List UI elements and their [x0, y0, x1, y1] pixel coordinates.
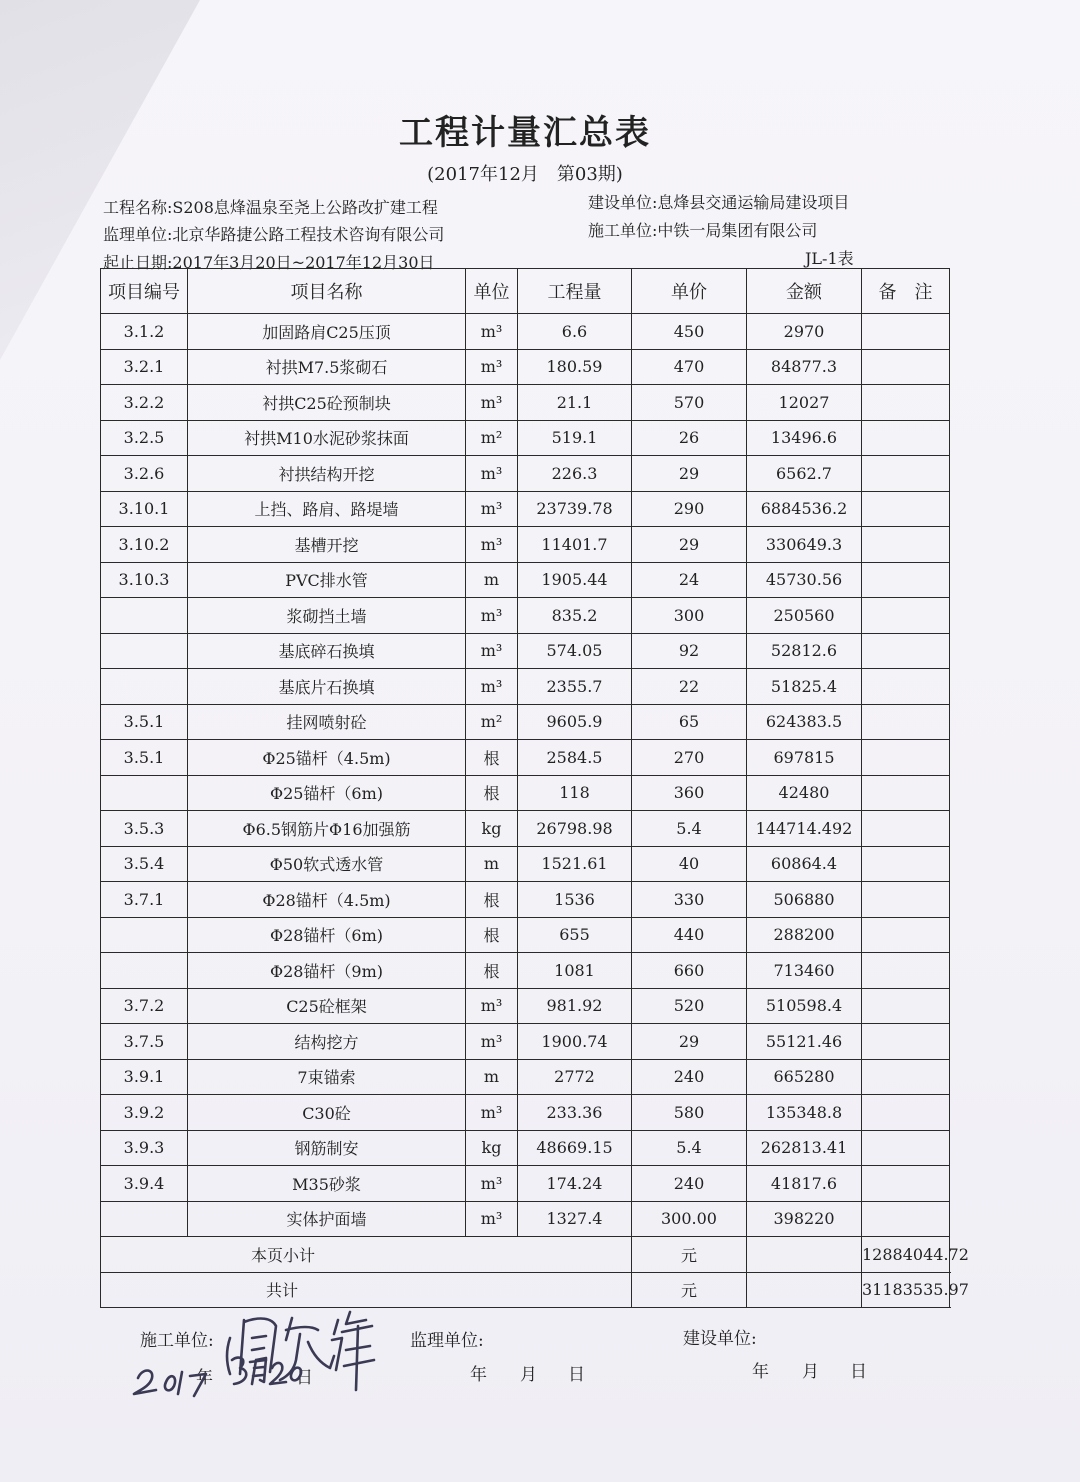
date-digit-7 [190, 1374, 206, 1396]
row-price: 440 [632, 917, 747, 953]
row-price: 330 [632, 882, 747, 918]
row-note [862, 988, 950, 1024]
row-code: 3.5.1 [101, 740, 188, 776]
row-note [862, 669, 950, 705]
row-name: 实体护面墙 [188, 1201, 466, 1237]
row-unit: m² [466, 420, 518, 456]
row-unit: 根 [466, 917, 518, 953]
row-unit: m [466, 562, 518, 598]
row-amount: 262813.41 [747, 1130, 862, 1166]
col-price-header: 单价 [632, 269, 747, 314]
footer-builder-label: 建设单位: [683, 1329, 757, 1349]
row-price: 290 [632, 491, 747, 527]
table-row [101, 562, 950, 598]
row-amount: 2970 [747, 314, 862, 350]
row-note [862, 1201, 950, 1237]
row-note [862, 598, 950, 634]
row-name: PVC排水管 [188, 562, 466, 598]
row-qty: 1521.61 [518, 846, 632, 882]
row-qty: 519.1 [518, 420, 632, 456]
row-price: 29 [632, 1024, 747, 1060]
row-qty: 180.59 [518, 349, 632, 385]
row-code [101, 669, 188, 705]
col-qty-header: 工程量 [518, 269, 632, 314]
row-price: 300 [632, 598, 747, 634]
row-amount: 506880 [747, 882, 862, 918]
table-row [101, 953, 950, 989]
row-note [862, 456, 950, 492]
row-amount: 6562.7 [747, 456, 862, 492]
row-unit: m³ [466, 527, 518, 563]
row-amount: 84877.3 [747, 349, 862, 385]
document-title: 工程计量汇总表 [399, 113, 651, 153]
row-unit: m³ [466, 669, 518, 705]
row-amount: 697815 [747, 740, 862, 776]
row-note [862, 1059, 950, 1095]
row-name: Φ28锚杆（4.5m) [188, 882, 466, 918]
col-amount-header: 金额 [747, 269, 862, 314]
row-name: 基槽开挖 [188, 527, 466, 563]
row-amount: 398220 [747, 1201, 862, 1237]
table-row [101, 456, 950, 492]
footer-builder-year: 年 [752, 1362, 769, 1382]
row-qty: 26798.98 [518, 811, 632, 847]
row-price: 240 [632, 1166, 747, 1202]
row-unit: 根 [466, 882, 518, 918]
row-amount: 41817.6 [747, 1166, 862, 1202]
footer-supervisor-day: 日 [568, 1365, 585, 1385]
row-note [862, 846, 950, 882]
row-amount: 624383.5 [747, 704, 862, 740]
row-qty: 48669.15 [518, 1130, 632, 1166]
date-digit-0 [165, 1376, 175, 1390]
row-price: 24 [632, 562, 747, 598]
row-price: 5.4 [632, 1130, 747, 1166]
row-note [862, 633, 950, 669]
builder-label: 建设单位: [588, 193, 658, 212]
table-row [101, 811, 950, 847]
row-amount: 13496.6 [747, 420, 862, 456]
row-unit: kg [466, 811, 518, 847]
row-note [862, 953, 950, 989]
builder-value: 息烽县交通运输局建设项目 [657, 193, 850, 212]
row-note [862, 1166, 950, 1202]
col-note-header: 备 注 [862, 269, 950, 314]
row-qty: 2772 [518, 1059, 632, 1095]
row-qty: 23739.78 [518, 491, 632, 527]
row-amount: 665280 [747, 1059, 862, 1095]
row-unit: m³ [466, 1201, 518, 1237]
row-code: 3.10.3 [101, 562, 188, 598]
row-qty: 118 [518, 775, 632, 811]
row-unit: m³ [466, 385, 518, 421]
row-amount: 713460 [747, 953, 862, 989]
builder-line [588, 190, 849, 213]
row-code: 3.5.1 [101, 704, 188, 740]
row-unit: m [466, 846, 518, 882]
row-price: 270 [632, 740, 747, 776]
row-amount: 45730.56 [747, 562, 862, 598]
subtotal-row [101, 1237, 950, 1273]
supervisor-label: 监理单位: [103, 225, 173, 244]
row-name: 结构挖方 [188, 1024, 466, 1060]
row-code: 3.10.2 [101, 527, 188, 563]
row-code: 3.9.1 [101, 1059, 188, 1095]
row-name: 衬拱C25砼预制块 [188, 385, 466, 421]
row-code: 3.2.2 [101, 385, 188, 421]
row-name: 基底碎石换填 [188, 633, 466, 669]
table-row [101, 1059, 950, 1095]
row-unit: 根 [466, 740, 518, 776]
table-row [101, 385, 950, 421]
row-name: 基底片石换填 [188, 669, 466, 705]
row-code: 3.9.3 [101, 1130, 188, 1166]
row-amount: 330649.3 [747, 527, 862, 563]
col-code-header: 项目编号 [101, 269, 188, 314]
row-name: 挂网喷射砼 [188, 704, 466, 740]
date-digit-2 [134, 1371, 156, 1395]
row-price: 29 [632, 527, 747, 563]
row-unit: m³ [466, 491, 518, 527]
dates-label: 起止日期: [103, 253, 173, 272]
row-code [101, 917, 188, 953]
row-price: 5.4 [632, 811, 747, 847]
row-unit: kg [466, 1130, 518, 1166]
row-unit: m³ [466, 349, 518, 385]
sig-paren-stroke [227, 1338, 230, 1374]
table-row [101, 1095, 950, 1131]
row-price: 26 [632, 420, 747, 456]
row-name: C30砼 [188, 1095, 466, 1131]
table-row [101, 775, 950, 811]
row-note [862, 491, 950, 527]
row-name: 钢筋制安 [188, 1130, 466, 1166]
row-price: 570 [632, 385, 747, 421]
row-name: 浆砌挡土墙 [188, 598, 466, 634]
row-note [862, 775, 950, 811]
table-row [101, 846, 950, 882]
row-amount: 55121.46 [747, 1024, 862, 1060]
date-digit-0b [291, 1368, 301, 1381]
sig-char-he [240, 1319, 276, 1374]
table-body [101, 314, 950, 1237]
footer-supervisor-year: 年 [470, 1365, 487, 1385]
row-unit: m³ [466, 598, 518, 634]
table-row [101, 491, 950, 527]
row-code: 3.10.1 [101, 491, 188, 527]
row-price: 360 [632, 775, 747, 811]
table-row [101, 1130, 950, 1166]
row-code: 3.7.5 [101, 1024, 188, 1060]
period-label: (2017年12月 第03期) [427, 164, 623, 185]
footer-supervisor-label: 监理单位: [410, 1331, 484, 1351]
row-amount: 144714.492 [747, 811, 862, 847]
row-price: 65 [632, 704, 747, 740]
row-name: Φ50软式透水管 [188, 846, 466, 882]
row-note [862, 527, 950, 563]
row-qty: 233.36 [518, 1095, 632, 1131]
row-name: M35砂浆 [188, 1166, 466, 1202]
row-note [862, 740, 950, 776]
row-name: 衬拱M10水泥砂浆抹面 [188, 420, 466, 456]
row-price: 40 [632, 846, 747, 882]
footer-builder-month: 月 [802, 1362, 819, 1382]
sig-char-guang [280, 1318, 334, 1380]
row-amount: 51825.4 [747, 669, 862, 705]
row-unit: m³ [466, 988, 518, 1024]
row-note [862, 811, 950, 847]
row-qty: 9605.9 [518, 704, 632, 740]
row-name: 衬拱结构开挖 [188, 456, 466, 492]
row-note [862, 385, 950, 421]
row-note [862, 704, 950, 740]
row-unit: m³ [466, 1024, 518, 1060]
row-code: 3.9.2 [101, 1095, 188, 1131]
row-note [862, 349, 950, 385]
row-code: 3.1.2 [101, 314, 188, 350]
row-price: 300.00 [632, 1201, 747, 1237]
row-unit: m³ [466, 456, 518, 492]
footer-builder-day: 日 [850, 1362, 867, 1382]
footer-contractor-label: 施工单位: [140, 1331, 214, 1351]
row-code: 3.7.2 [101, 988, 188, 1024]
row-code [101, 633, 188, 669]
row-price: 470 [632, 349, 747, 385]
table-row [101, 314, 950, 350]
row-note [862, 1130, 950, 1166]
table-row [101, 882, 950, 918]
row-price: 29 [632, 456, 747, 492]
project-name-line [103, 195, 438, 218]
row-unit: m² [466, 704, 518, 740]
row-qty: 21.1 [518, 385, 632, 421]
row-unit: m³ [466, 314, 518, 350]
row-price: 450 [632, 314, 747, 350]
row-amount: 52812.6 [747, 633, 862, 669]
contractor-value: 中铁一局集团有限公司 [657, 221, 818, 240]
row-qty: 11401.7 [518, 527, 632, 563]
row-amount: 6884536.2 [747, 491, 862, 527]
row-unit: m [466, 1059, 518, 1095]
subtotal-unit: 元 [632, 1237, 747, 1273]
row-unit: m³ [466, 1166, 518, 1202]
row-qty: 1536 [518, 882, 632, 918]
row-qty: 2584.5 [518, 740, 632, 776]
row-unit: m³ [466, 1095, 518, 1131]
contractor-line [588, 218, 817, 241]
footer-contractor-day: 日 [296, 1368, 313, 1388]
row-qty: 174.24 [518, 1166, 632, 1202]
form-code: JL-1表 [805, 249, 854, 268]
row-code: 3.2.5 [101, 420, 188, 456]
sig-char-xiang [332, 1312, 374, 1390]
row-note [862, 420, 950, 456]
row-note [862, 1095, 950, 1131]
row-qty: 226.3 [518, 456, 632, 492]
footer-supervisor-month: 月 [520, 1365, 537, 1385]
date-digit-2b [270, 1363, 286, 1384]
row-name: 加固路肩C25压顶 [188, 314, 466, 350]
subtotal-label: 本页小计 [101, 1237, 632, 1273]
row-note [862, 314, 950, 350]
row-amount: 60864.4 [747, 846, 862, 882]
row-price: 240 [632, 1059, 747, 1095]
row-qty: 574.05 [518, 633, 632, 669]
row-amount: 12027 [747, 385, 862, 421]
row-name: 衬拱M7.5浆砌石 [188, 349, 466, 385]
subtotal-blank [747, 1237, 862, 1273]
supervisor-value: 北京华路捷公路工程技术咨询有限公司 [172, 225, 445, 244]
row-note [862, 882, 950, 918]
row-name: 上挡、路肩、路堤墙 [188, 491, 466, 527]
total-unit: 元 [632, 1272, 747, 1308]
row-note [862, 1024, 950, 1060]
table-row [101, 633, 950, 669]
row-amount: 250560 [747, 598, 862, 634]
project-name-label: 工程名称: [103, 198, 173, 217]
table-row [101, 420, 950, 456]
quantity-table [100, 268, 969, 1308]
row-code: 3.5.3 [101, 811, 188, 847]
row-qty: 1900.74 [518, 1024, 632, 1060]
row-amount: 135348.8 [747, 1095, 862, 1131]
row-code: 3.9.4 [101, 1166, 188, 1202]
table-row [101, 1024, 950, 1060]
row-qty: 981.92 [518, 988, 632, 1024]
row-code [101, 598, 188, 634]
table-row [101, 740, 950, 776]
row-code: 3.7.1 [101, 882, 188, 918]
project-name-value: S208息烽温泉至尧上公路改扩建工程 [172, 198, 438, 217]
date-digit-1 [178, 1372, 182, 1394]
row-amount: 510598.4 [747, 988, 862, 1024]
row-code: 3.2.1 [101, 349, 188, 385]
total-amount: 31183535.97 [862, 1272, 950, 1308]
row-note [862, 562, 950, 598]
row-price: 22 [632, 669, 747, 705]
table-row [101, 1166, 950, 1202]
row-price: 520 [632, 988, 747, 1024]
row-qty: 655 [518, 917, 632, 953]
table-row [101, 988, 950, 1024]
col-name-header: 项目名称 [188, 269, 466, 314]
row-name: Φ6.5钢筋片Φ16加强筋 [188, 811, 466, 847]
row-qty: 1327.4 [518, 1201, 632, 1237]
table-row [101, 917, 950, 953]
row-price: 580 [632, 1095, 747, 1131]
row-qty: 835.2 [518, 598, 632, 634]
table-row [101, 669, 950, 705]
row-name: Φ25锚杆（6m) [188, 775, 466, 811]
subtotal-amount: 12884044.72 [862, 1237, 950, 1273]
footer-contractor-year: 年 [196, 1368, 213, 1388]
supervisor-line [103, 222, 444, 245]
row-name: Φ28锚杆（9m) [188, 953, 466, 989]
contractor-label: 施工单位: [588, 221, 658, 240]
row-name: Φ25锚杆（4.5m) [188, 740, 466, 776]
row-amount: 42480 [747, 775, 862, 811]
row-unit: 根 [466, 775, 518, 811]
row-code [101, 953, 188, 989]
table-row [101, 527, 950, 563]
row-qty: 1905.44 [518, 562, 632, 598]
row-qty: 2355.7 [518, 669, 632, 705]
row-unit: m³ [466, 633, 518, 669]
row-price: 92 [632, 633, 747, 669]
row-name: 7束锚索 [188, 1059, 466, 1095]
row-name: C25砼框架 [188, 988, 466, 1024]
col-unit-header: 单位 [466, 269, 518, 314]
total-label: 共计 [101, 1272, 632, 1308]
table-row [101, 598, 950, 634]
row-code [101, 1201, 188, 1237]
row-code: 3.2.6 [101, 456, 188, 492]
handwritten-signature-and-date [120, 1290, 390, 1410]
total-blank [747, 1272, 862, 1308]
row-price: 660 [632, 953, 747, 989]
row-qty: 1081 [518, 953, 632, 989]
table-row [101, 349, 950, 385]
table-header-row [101, 269, 950, 314]
row-note [862, 917, 950, 953]
table-row [101, 704, 950, 740]
dates-value: 2017年3月20日~2017年12月30日 [172, 253, 435, 272]
row-amount: 288200 [747, 917, 862, 953]
row-code: 3.5.4 [101, 846, 188, 882]
table-row [101, 1201, 950, 1237]
row-code [101, 775, 188, 811]
row-name: Φ28锚杆（6m) [188, 917, 466, 953]
row-unit: 根 [466, 953, 518, 989]
row-qty: 6.6 [518, 314, 632, 350]
